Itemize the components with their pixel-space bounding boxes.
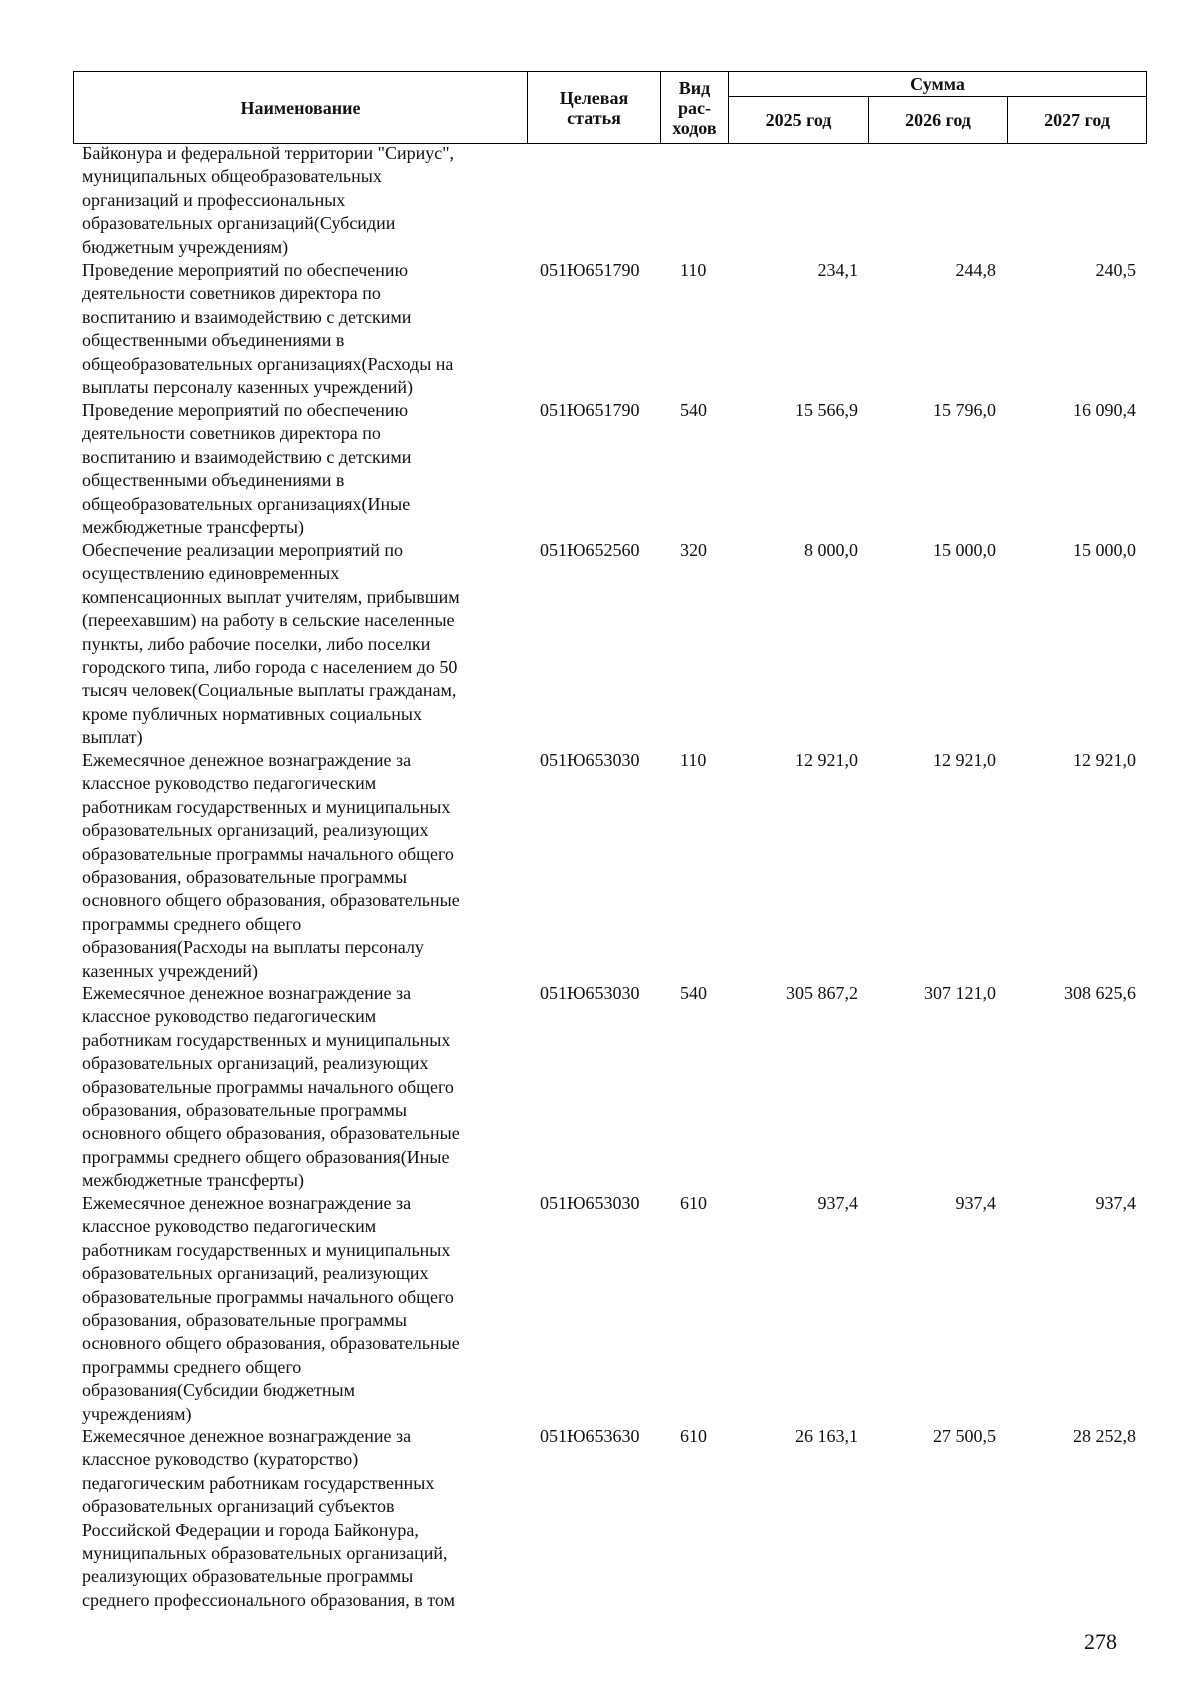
table-row [0,1192,1200,1425]
page-number: 278 [1084,1629,1117,1654]
header-year-2026: 2026 год [869,97,1008,144]
row-2027: 28 252,8 [1073,1426,1136,1446]
table-row [0,399,1200,539]
table-body [0,142,1200,1615]
table-row [0,1425,1200,1615]
row-code: 051Ю652560 [540,540,640,560]
row-name: Проведение мероприятий по обеспечению деятельности советников директора по воспитанию и взаимодействию с детскими общественными объединениями в общеобразовательных организациях(Расходы на выплаты персоналу казенных учреждений) [82,260,454,398]
row-2027: 937,4 [1095,1193,1136,1213]
row-2025: 937,4 [817,1193,858,1213]
row-2026: 12 921,0 [933,750,996,770]
row-vid: 610 [680,1193,707,1213]
row-2027: 240,5 [1095,260,1136,280]
row-name: Ежемесячное денежное вознаграждение за классное руководство педагогическим работникам государственных и муниципальных образовательных организаций, реализующих образовательные программы начального общего образования, образовательные программы основного общего образования, образовательные программы среднего общего образования(Субсидии бюджетным учреждениям) [82,1193,460,1424]
row-vid: 110 [680,750,707,770]
table-row [0,749,1200,982]
row-name: Обеспечение реализации мероприятий по осуществлению единовременных компенсационных выплат учителям, прибывшим (переехавшим) на работу в сельские населенные пункты, либо рабочие поселки, либо поселки городского типа, либо города с населением до 50 тысяч человек(Социальные выплаты гражданам, кроме публичных нормативных социальных выплат) [82,540,460,748]
row-code: 051Ю653030 [540,1193,640,1213]
row-code: 051Ю651790 [540,260,640,280]
table-row [0,539,1200,749]
header-name: Наименование [74,72,528,144]
table-header [73,71,1147,144]
row-vid: 110 [680,260,707,280]
row-code: 051Ю653030 [540,750,640,770]
row-2025: 305 867,2 [786,983,858,1003]
row-2027: 308 625,6 [1064,983,1136,1003]
header-vid: Вид рас-ходов [661,72,729,144]
row-2026: 307 121,0 [924,983,996,1003]
row-name: Ежемесячное денежное вознаграждение за классное руководство (кураторство) педагогическим работникам государственных образовательных организаций субъектов Российской Федерации и города Байконура, муниципальных образовательных организаций, реализующих образовательные программы среднего профессионального образования, в том [82,1426,455,1610]
table-row [0,982,1200,1192]
row-vid: 320 [680,540,707,560]
header-year-2027: 2027 год [1008,97,1147,144]
row-name: Ежемесячное денежное вознаграждение за классное руководство педагогическим работникам государственных и муниципальных образовательных организаций, реализующих образовательные программы начального общего образования, образовательные программы основного общего образования, образовательные программы среднего общего образования(Иные межбюджетные трансферты) [82,983,460,1191]
header-sum: Сумма [729,72,1147,97]
row-2025: 26 163,1 [795,1426,858,1446]
row-code: 051Ю651790 [540,400,640,420]
row-code: 051Ю653630 [540,1426,640,1446]
table-row [0,142,1200,259]
row-code: 051Ю653030 [540,983,640,1003]
row-2026: 15 000,0 [933,540,996,560]
row-2025: 8 000,0 [804,540,858,560]
row-name: Проведение мероприятий по обеспечению деятельности советников директора по воспитанию и взаимодействию с детскими общественными объединениями в общеобразовательных организациях(Иные межбюджетные трансферты) [82,400,412,538]
row-2026: 244,8 [955,260,996,280]
table-row [0,259,1200,399]
row-2027: 16 090,4 [1073,400,1136,420]
row-vid: 540 [680,983,707,1003]
header-code: Целевая статья [528,72,661,144]
row-2027: 12 921,0 [1073,750,1136,770]
header-year-2025: 2025 год [729,97,869,144]
row-name: Ежемесячное денежное вознаграждение за классное руководство педагогическим работникам государственных и муниципальных образовательных организаций, реализующих образовательные программы начального общего образования, образовательные программы основного общего образования, образовательные программы среднего общего образования(Расходы на выплаты персоналу казенных учреждений) [82,750,460,981]
row-2027: 15 000,0 [1073,540,1136,560]
row-name: Байконура и федеральной территории "Сириус", муниципальных общеобразовательных организаций и профессиональных образовательных организаций(Субсидии бюджетным учреждениям) [82,143,455,257]
row-vid: 540 [680,400,707,420]
row-2025: 12 921,0 [795,750,858,770]
row-2026: 937,4 [955,1193,996,1213]
row-vid: 610 [680,1426,707,1446]
row-2025: 234,1 [817,260,858,280]
row-2026: 15 796,0 [933,400,996,420]
row-2025: 15 566,9 [795,400,858,420]
row-2026: 27 500,5 [933,1426,996,1446]
